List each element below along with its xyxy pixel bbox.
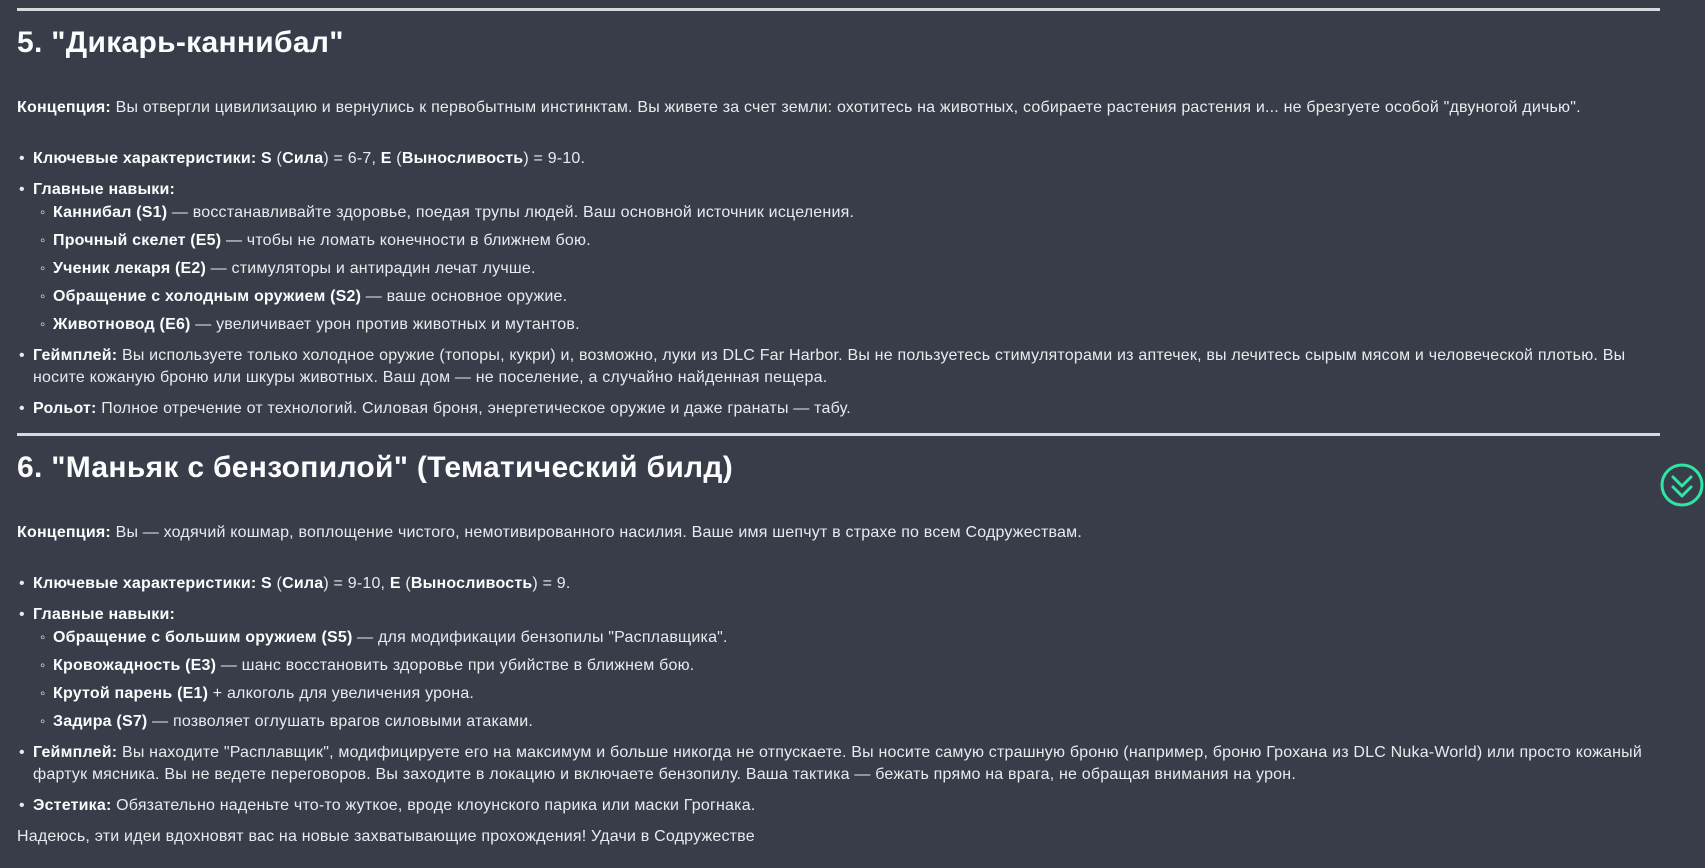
skill-label: Обращение с холодным оружием (S2) <box>53 288 362 305</box>
divider-middle <box>17 433 1660 436</box>
skill-text: — стимуляторы и антирадин лечат лучше. <box>206 260 536 277</box>
skill-label: Кровожадность (E3) <box>53 657 217 674</box>
text-run: ) = 6-7, <box>323 150 381 167</box>
section-chainsaw-maniac <box>17 450 1660 817</box>
skills-sublist <box>33 627 1660 733</box>
text-run: Сила <box>282 575 324 592</box>
skills-label: Главные навыки: <box>33 181 176 198</box>
skills-label: Главные навыки: <box>33 606 176 623</box>
bullet-aesthetics <box>33 795 1660 817</box>
skill-item <box>53 683 1660 705</box>
skill-text: — увеличивает урон против животных и мутантов. <box>190 316 580 333</box>
skill-item <box>53 314 1660 336</box>
text-run: ( <box>391 150 402 167</box>
bullet-label: Рольот: <box>33 400 97 417</box>
concept-label: Концепция: <box>17 99 111 116</box>
skill-item <box>53 286 1660 308</box>
text-run: Выносливость <box>401 150 524 167</box>
text-run: ( <box>271 150 283 167</box>
bullet-main-skills <box>33 604 1660 733</box>
concept-text: Вы — ходячий кошмар, воплощение чистого, немотивированного насилия. Ваше имя шепчут в страхе по всем Содружествам. <box>110 524 1082 541</box>
skill-item <box>53 627 1660 649</box>
skill-label: Животновод (E6) <box>53 316 191 333</box>
skill-label: Каннибал (S1) <box>53 204 168 221</box>
bullet-gameplay <box>33 742 1660 786</box>
section-bullet-list <box>17 573 1660 817</box>
text-run: E <box>380 150 392 167</box>
bullet-roleplay <box>33 398 1660 420</box>
scroll-to-bottom-button[interactable] <box>1659 462 1705 508</box>
bullet-text: Обязательно наденьте что-то жуткое, вроде клоунского парика или маски Грогнака. <box>111 797 756 814</box>
text-run: Выносливость <box>410 575 533 592</box>
text-run: E <box>389 575 401 592</box>
concept-label: Концепция: <box>17 524 111 541</box>
closing-text: Надеюсь, эти идеи вдохновят вас на новые захватывающие прохождения! Удачи в Содружестве <box>17 828 755 845</box>
bullet-label: Геймплей: <box>33 347 118 364</box>
divider-top <box>17 8 1660 11</box>
skill-label: Ученик лекаря (E2) <box>53 260 207 277</box>
skill-text: — чтобы не ломать конечности в ближнем бою. <box>221 232 591 249</box>
skill-label: Крутой парень (E1) <box>53 685 209 702</box>
text-run: Ключевые характеристики: S <box>33 575 272 592</box>
skill-item <box>53 230 1660 252</box>
bullet-label: Эстетика: <box>33 797 112 814</box>
bullet-text: Вы используете только холодное оружие (топоры, кукри) и, возможно, луки из DLC Far Harbor. Вы не пользуетесь стимуляторами из аптечек, вы лечитесь сырым мясом и человеческой плотью. Вы носите кожаную броню или шкуры животных. Ваш дом — не поселение, а случайно найденная пещера. <box>33 347 1626 386</box>
skill-item <box>53 258 1660 280</box>
text-run: ) = 9-10. <box>523 150 586 167</box>
concept-paragraph <box>17 97 1660 119</box>
skill-label: Обращение с большим оружием (S5) <box>53 629 353 646</box>
skill-item <box>53 711 1660 733</box>
text-run: Сила <box>282 150 324 167</box>
bullet-key-stats <box>33 148 1660 170</box>
double-chevron-down-icon <box>1659 462 1705 508</box>
skill-label: Задира (S7) <box>53 713 148 730</box>
bullet-text: Вы находите "Расплавщик", модифицируете его на максимум и больше никогда не отпускаете. Вы носите самую страшную броню (например, броню Грохана из DLC Nuka-World) или просто кожаный фартук мясника. Вы не ведете переговоров. Вы заходите в локацию и включаете бензопилу. Ваша тактика — бежать прямо на врага, не обращая внимания на урон. <box>33 744 1642 783</box>
concept-text: Вы отвергли цивилизацию и вернулись к первобытным инстинктам. Вы живете за счет земли: охотитесь на животных, собираете растения растения и... не брезгуете особой "двуногой дичью". <box>110 99 1581 116</box>
bullet-main-skills <box>33 179 1660 336</box>
skills-sublist <box>33 202 1660 336</box>
skill-item <box>53 655 1660 677</box>
skill-label: Прочный скелет (E5) <box>53 232 222 249</box>
bullet-label: Геймплей: <box>33 744 118 761</box>
bullet-key-stats <box>33 573 1660 595</box>
section-heading: 6. "Маньяк с бензопилой" (Тематический билд) <box>17 451 734 484</box>
text-run: Ключевые характеристики: S <box>33 150 272 167</box>
text-run: ( <box>271 575 283 592</box>
section-bullet-list <box>17 148 1660 420</box>
skill-item <box>53 202 1660 224</box>
bullet-text: Полное отречение от технологий. Силовая броня, энергетическое оружие и даже гранаты — табу. <box>96 400 851 417</box>
skill-text: — восстанавливайте здоровье, поедая трупы людей. Ваш основной источник исцеления. <box>167 204 855 221</box>
skill-text: + алкоголь для увеличения урона. <box>208 685 475 702</box>
text-run: ) = 9. <box>532 575 571 592</box>
bullet-gameplay <box>33 345 1660 389</box>
skill-text: — для модификации бензопилы "Расплавщика". <box>352 629 728 646</box>
section-heading: 5. "Дикарь-каннибал" <box>17 26 344 59</box>
section-savage-cannibal <box>17 25 1660 420</box>
text-run: ) = 9-10, <box>323 575 390 592</box>
concept-paragraph <box>17 522 1660 544</box>
skill-text: — шанс восстановить здоровье при убийстве в ближнем бою. <box>216 657 695 674</box>
skill-text: — ваше основное оружие. <box>361 288 568 305</box>
skill-text: — позволяет оглушать врагов силовыми атаками. <box>147 713 534 730</box>
text-run: ( <box>400 575 411 592</box>
